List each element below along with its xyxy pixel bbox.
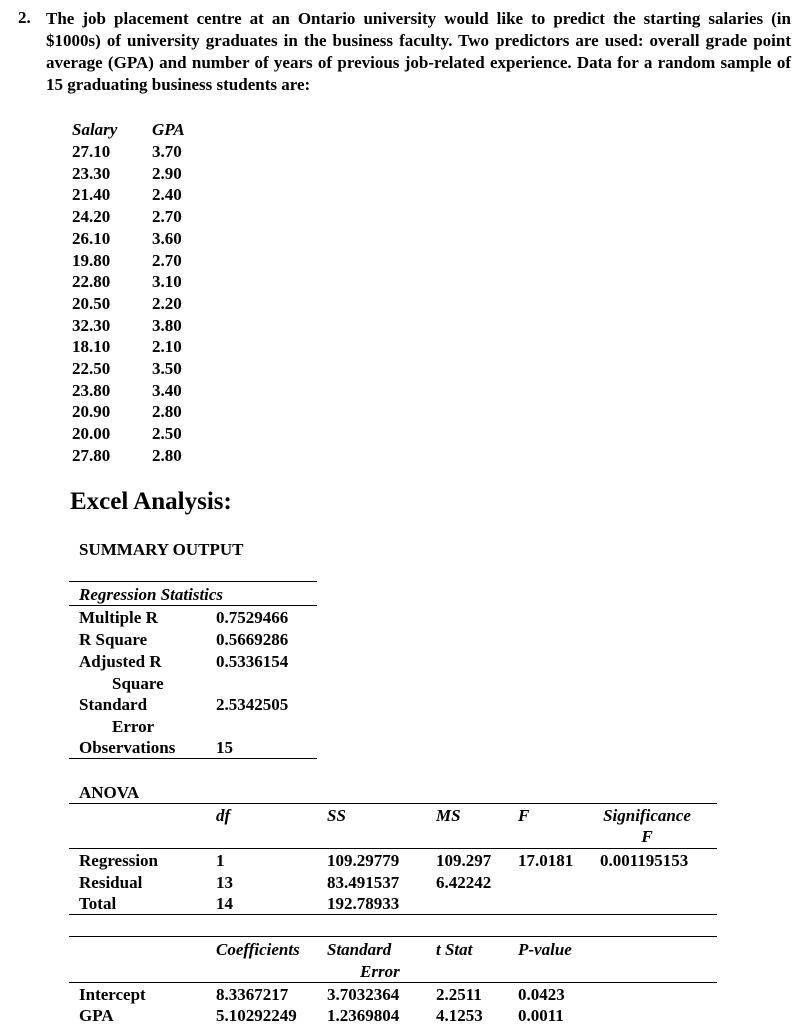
anova-regression-ms: 109.297 <box>436 851 492 870</box>
gpa-header: GPA <box>152 120 185 139</box>
observations-value: 15 <box>216 738 233 757</box>
gpa-cell: 3.40 <box>152 380 182 400</box>
gpa-standard-error: 1.2369804 <box>327 1006 400 1025</box>
p-value-header: P-value <box>518 940 572 959</box>
salary-cell: 32.30 <box>72 315 111 335</box>
coefficients-header: Coefficients <box>216 940 300 959</box>
divider <box>69 982 717 983</box>
intercept-p-value: 0.0423 <box>518 985 565 1004</box>
anova-ss-header: SS <box>327 806 346 825</box>
question-number: 2. <box>18 8 31 27</box>
gpa-cell: 3.60 <box>152 228 182 248</box>
data-table-row <box>72 206 185 228</box>
data-table-row <box>72 184 185 206</box>
anova-residual-label: Residual <box>79 873 143 892</box>
divider <box>69 936 717 937</box>
anova-f-header: F <box>518 806 530 825</box>
question-text: The job placement centre at an Ontario university would like to predict the starting salaries (in $1000s) of university graduates in the business faculty. Two predictors are used: overall grade point average (GPA) and number of years of previous job-related experience. Data for a random sample of 15 graduating business students are: <box>46 9 791 94</box>
standard-error-value: 2.5342505 <box>216 695 289 714</box>
multiple-r-value: 0.7529466 <box>216 608 289 627</box>
salary-cell: 20.50 <box>72 293 111 313</box>
anova-residual-ss: 83.491537 <box>327 873 400 892</box>
gpa-label: GPA <box>79 1006 114 1025</box>
salary-cell: 20.90 <box>72 402 111 422</box>
salary-cell: 19.80 <box>72 250 111 270</box>
r-square-label: R Square <box>79 630 148 649</box>
data-table-header <box>72 119 185 141</box>
divider <box>69 605 317 606</box>
anova-df-header: df <box>216 806 231 825</box>
gpa-cell: 2.70 <box>152 250 182 270</box>
intercept-standard-error: 3.7032364 <box>327 985 400 1004</box>
summary-output-title: SUMMARY OUTPUT <box>79 540 244 559</box>
observations-label: Observations <box>79 738 176 757</box>
divider <box>69 848 717 849</box>
salary-cell: 22.80 <box>72 272 111 292</box>
data-table-row <box>72 380 185 402</box>
t-stat-header: t Stat <box>436 940 473 959</box>
gpa-cell: 2.40 <box>152 185 182 205</box>
salary-cell: 21.40 <box>72 185 111 205</box>
salary-header: Salary <box>72 120 118 139</box>
divider <box>69 803 717 804</box>
salary-cell: 24.20 <box>72 207 111 227</box>
data-table-row <box>72 271 185 293</box>
data-table-row <box>72 163 185 185</box>
gpa-cell: 2.10 <box>152 337 182 357</box>
gpa-cell: 2.80 <box>152 402 182 422</box>
intercept-t-stat: 2.2511 <box>436 985 482 1004</box>
intercept-coefficient: 8.3367217 <box>216 985 289 1004</box>
anova-residual-ms: 6.42242 <box>436 873 492 892</box>
data-table-body <box>72 141 185 467</box>
data-table-row <box>72 315 185 337</box>
gpa-cell: 2.20 <box>152 293 182 313</box>
anova-significance-header: Significance <box>603 806 691 825</box>
regression-statistics-title: Regression Statistics <box>79 585 224 604</box>
anova-ms-header: MS <box>436 806 461 825</box>
gpa-cell: 2.80 <box>152 445 182 465</box>
gpa-p-value: 0.0011 <box>518 1006 564 1025</box>
gpa-cell: 3.80 <box>152 315 182 335</box>
divider <box>69 914 717 915</box>
anova-regression-f: 17.0181 <box>518 851 574 870</box>
gpa-cell: 2.90 <box>152 163 182 183</box>
anova-total-ss: 192.78933 <box>327 894 400 913</box>
data-table-row <box>72 141 185 163</box>
salary-cell: 22.50 <box>72 359 111 379</box>
gpa-cell: 2.50 <box>152 424 182 444</box>
anova-regression-label: Regression <box>79 851 159 870</box>
data-table-row <box>72 445 185 467</box>
anova-regression-ss: 109.29779 <box>327 851 400 870</box>
anova-regression-significance: 0.001195153 <box>600 851 689 870</box>
divider <box>69 758 317 759</box>
standard-error-header-cont: Error <box>360 962 400 981</box>
standard-error-label-cont: Error <box>112 717 155 736</box>
r-square-value: 0.5669286 <box>216 630 289 649</box>
data-table <box>72 119 185 467</box>
anova-title: ANOVA <box>79 783 140 802</box>
gpa-coefficient: 5.10292249 <box>216 1006 297 1025</box>
gpa-cell: 3.70 <box>152 142 182 161</box>
excel-analysis-heading: Excel Analysis: <box>70 488 232 515</box>
anova-regression-df: 1 <box>216 851 225 870</box>
data-table-row <box>72 423 185 445</box>
gpa-cell: 2.70 <box>152 207 182 227</box>
anova-total-label: Total <box>79 894 117 913</box>
gpa-cell: 3.10 <box>152 272 182 292</box>
data-table-row <box>72 358 185 380</box>
intercept-label: Intercept <box>79 985 146 1004</box>
data-table-row <box>72 401 185 423</box>
anova-residual-df: 13 <box>216 873 233 892</box>
salary-cell: 20.00 <box>72 424 111 444</box>
data-table-row <box>72 293 185 315</box>
salary-cell: 26.10 <box>72 228 111 248</box>
salary-cell: 23.80 <box>72 380 111 400</box>
salary-cell: 27.10 <box>72 142 111 161</box>
adjusted-r-value: 0.5336154 <box>216 652 289 671</box>
standard-error-header: Standard <box>327 940 392 959</box>
anova-total-df: 14 <box>216 894 233 913</box>
adjusted-r-label-cont: Square <box>112 674 164 693</box>
salary-cell: 18.10 <box>72 337 111 357</box>
data-table-row <box>72 250 185 272</box>
data-table-row <box>72 336 185 358</box>
multiple-r-label: Multiple R <box>79 608 158 627</box>
data-table-row <box>72 228 185 250</box>
gpa-t-stat: 4.1253 <box>436 1006 483 1025</box>
salary-cell: 23.30 <box>72 163 111 183</box>
salary-cell: 27.80 <box>72 445 111 465</box>
divider <box>69 581 317 582</box>
adjusted-r-label: Adjusted R <box>79 652 162 671</box>
gpa-cell: 3.50 <box>152 359 182 379</box>
anova-significance-header-cont: F <box>641 827 653 846</box>
standard-error-label: Standard <box>79 695 148 714</box>
